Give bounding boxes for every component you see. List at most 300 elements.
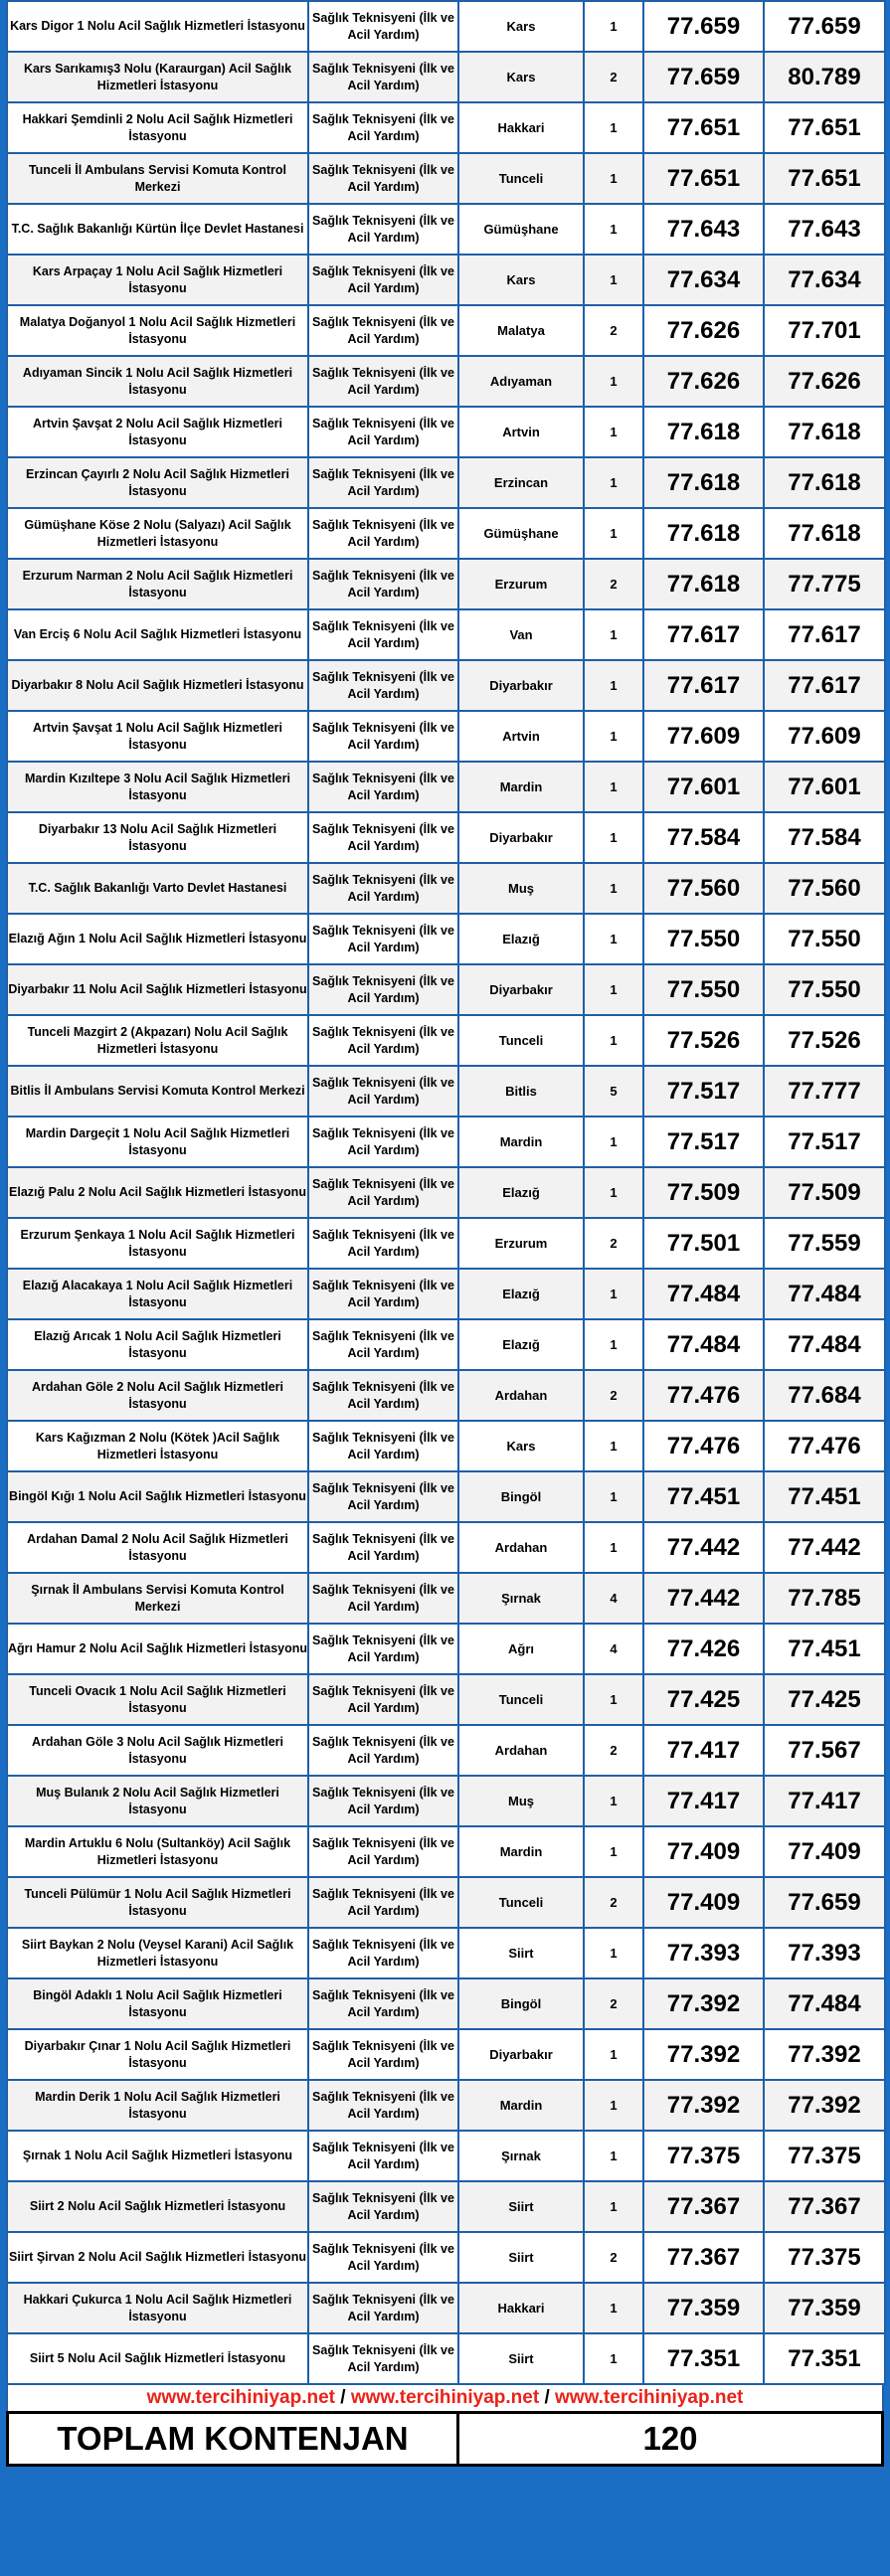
institution-cell: Elazığ Alacakaya 1 Nolu Acil Sağlık Hizmetleri İstasyonu (7, 1269, 308, 1319)
city-cell: Siirt (458, 2181, 584, 2232)
city-cell: Artvin (458, 407, 584, 457)
position-cell: Sağlık Teknisyeni (İlk ve Acil Yardım) (308, 863, 458, 914)
max-score-cell: 77.375 (764, 2232, 885, 2283)
quota-cell: 1 (584, 1826, 643, 1877)
city-cell: Mardin (458, 762, 584, 812)
institution-cell: Tunceli İl Ambulans Servisi Komuta Kontrol Merkezi (7, 153, 308, 204)
table-row (7, 762, 885, 812)
city-cell: Hakkari (458, 102, 584, 153)
institution-cell: Kars Kağızman 2 Nolu (Kötek )Acil Sağlık Hizmetleri İstasyonu (7, 1421, 308, 1471)
quota-cell: 2 (584, 1877, 643, 1928)
position-cell: Sağlık Teknisyeni (İlk ve Acil Yardım) (308, 1116, 458, 1167)
position-cell: Sağlık Teknisyeni (İlk ve Acil Yardım) (308, 1725, 458, 1776)
position-cell: Sağlık Teknisyeni (İlk ve Acil Yardım) (308, 1522, 458, 1573)
table-row (7, 863, 885, 914)
min-score-cell: 77.509 (643, 1167, 764, 1218)
city-cell: Gümüşhane (458, 204, 584, 255)
position-cell: Sağlık Teknisyeni (İlk ve Acil Yardım) (308, 1269, 458, 1319)
city-cell: Kars (458, 1, 584, 52)
max-score-cell: 77.618 (764, 407, 885, 457)
institution-cell: Bitlis İl Ambulans Servisi Komuta Kontrol Merkezi (7, 1066, 308, 1116)
total-quota-label: TOPLAM KONTENJAN (9, 2414, 459, 2464)
table-row (7, 356, 885, 407)
institution-cell: T.C. Sağlık Bakanlığı Kürtün İlçe Devlet Hastanesi (7, 204, 308, 255)
institution-cell: Ağrı Hamur 2 Nolu Acil Sağlık Hizmetleri İstasyonu (7, 1624, 308, 1674)
table-row (7, 2232, 885, 2283)
position-cell: Sağlık Teknisyeni (İlk ve Acil Yardım) (308, 356, 458, 407)
min-score-cell: 77.484 (643, 1269, 764, 1319)
min-score-cell: 77.550 (643, 914, 764, 964)
max-score-cell: 77.550 (764, 914, 885, 964)
city-cell: Erzurum (458, 1218, 584, 1269)
position-cell: Sağlık Teknisyeni (İlk ve Acil Yardım) (308, 204, 458, 255)
quota-cell: 1 (584, 1421, 643, 1471)
city-cell: Elazığ (458, 1167, 584, 1218)
max-score-cell: 77.451 (764, 1624, 885, 1674)
institution-cell: Adıyaman Sincik 1 Nolu Acil Sağlık Hizmetleri İstasyonu (7, 356, 308, 407)
min-score-cell: 77.634 (643, 255, 764, 305)
min-score-cell: 77.617 (643, 609, 764, 660)
position-cell: Sağlık Teknisyeni (İlk ve Acil Yardım) (308, 1, 458, 52)
min-score-cell: 77.393 (643, 1928, 764, 1978)
min-score-cell: 77.367 (643, 2181, 764, 2232)
max-score-cell: 77.517 (764, 1116, 885, 1167)
quota-cell: 1 (584, 1674, 643, 1725)
max-score-cell: 80.789 (764, 52, 885, 102)
city-cell: Tunceli (458, 1877, 584, 1928)
institution-cell: Erzurum Narman 2 Nolu Acil Sağlık Hizmetleri İstasyonu (7, 559, 308, 609)
max-score-cell: 77.617 (764, 609, 885, 660)
city-cell: Bitlis (458, 1066, 584, 1116)
quota-table (6, 0, 886, 2385)
min-score-cell: 77.351 (643, 2333, 764, 2384)
institution-cell: Siirt 2 Nolu Acil Sağlık Hizmetleri İstasyonu (7, 2181, 308, 2232)
max-score-cell: 77.560 (764, 863, 885, 914)
institution-cell: Bingöl Adaklı 1 Nolu Acil Sağlık Hizmetleri İstasyonu (7, 1978, 308, 2029)
institution-cell: Şırnak İl Ambulans Servisi Komuta Kontrol Merkezi (7, 1573, 308, 1624)
position-cell: Sağlık Teknisyeni (İlk ve Acil Yardım) (308, 914, 458, 964)
institution-cell: Bingöl Kığı 1 Nolu Acil Sağlık Hizmetleri İstasyonu (7, 1471, 308, 1522)
table-row (7, 1066, 885, 1116)
quota-cell: 1 (584, 153, 643, 204)
max-score-cell: 77.684 (764, 1370, 885, 1421)
position-cell: Sağlık Teknisyeni (İlk ve Acil Yardım) (308, 1066, 458, 1116)
table-row (7, 711, 885, 762)
city-cell: Gümüşhane (458, 508, 584, 559)
position-cell: Sağlık Teknisyeni (İlk ve Acil Yardım) (308, 1471, 458, 1522)
max-score-cell: 77.559 (764, 1218, 885, 1269)
quota-cell: 1 (584, 204, 643, 255)
table-row (7, 2080, 885, 2131)
city-cell: Ardahan (458, 1522, 584, 1573)
institution-cell: Kars Sarıkamış3 Nolu (Karaurgan) Acil Sağlık Hizmetleri İstasyonu (7, 52, 308, 102)
city-cell: Kars (458, 52, 584, 102)
institution-cell: Tunceli Pülümür 1 Nolu Acil Sağlık Hizmetleri İstasyonu (7, 1877, 308, 1928)
quota-cell: 1 (584, 102, 643, 153)
max-score-cell: 77.626 (764, 356, 885, 407)
city-cell: Hakkari (458, 2283, 584, 2333)
position-cell: Sağlık Teknisyeni (İlk ve Acil Yardım) (308, 1573, 458, 1624)
table-body (7, 1, 885, 2384)
max-score-cell: 77.367 (764, 2181, 885, 2232)
position-cell: Sağlık Teknisyeni (İlk ve Acil Yardım) (308, 812, 458, 863)
max-score-cell: 77.526 (764, 1015, 885, 1066)
institution-cell: Kars Arpaçay 1 Nolu Acil Sağlık Hizmetleri İstasyonu (7, 255, 308, 305)
position-cell: Sağlık Teknisyeni (İlk ve Acil Yardım) (308, 762, 458, 812)
quota-cell: 2 (584, 305, 643, 356)
min-score-cell: 77.392 (643, 2029, 764, 2080)
position-cell: Sağlık Teknisyeni (İlk ve Acil Yardım) (308, 508, 458, 559)
min-score-cell: 77.501 (643, 1218, 764, 1269)
min-score-cell: 77.643 (643, 204, 764, 255)
institution-cell: Malatya Doğanyol 1 Nolu Acil Sağlık Hizmetleri İstasyonu (7, 305, 308, 356)
min-score-cell: 77.601 (643, 762, 764, 812)
website-link[interactable]: www.tercihiniyap.net (350, 2387, 540, 2408)
table-row (7, 1015, 885, 1066)
quota-cell: 1 (584, 255, 643, 305)
table-row (7, 1167, 885, 1218)
max-score-cell: 77.659 (764, 1877, 885, 1928)
position-cell: Sağlık Teknisyeni (İlk ve Acil Yardım) (308, 1421, 458, 1471)
city-cell: Siirt (458, 2232, 584, 2283)
table-row (7, 457, 885, 508)
position-cell: Sağlık Teknisyeni (İlk ve Acil Yardım) (308, 2029, 458, 2080)
position-cell: Sağlık Teknisyeni (İlk ve Acil Yardım) (308, 52, 458, 102)
institution-cell: Diyarbakır 11 Nolu Acil Sağlık Hizmetleri İstasyonu (7, 964, 308, 1015)
institution-cell: Hakkari Çukurca 1 Nolu Acil Sağlık Hizmetleri İstasyonu (7, 2283, 308, 2333)
table-row (7, 1573, 885, 1624)
position-cell: Sağlık Teknisyeni (İlk ve Acil Yardım) (308, 2283, 458, 2333)
max-score-cell: 77.392 (764, 2029, 885, 2080)
quota-cell: 1 (584, 762, 643, 812)
table-row (7, 1522, 885, 1573)
max-score-cell: 77.618 (764, 457, 885, 508)
min-score-cell: 77.618 (643, 508, 764, 559)
min-score-cell: 77.609 (643, 711, 764, 762)
position-cell: Sağlık Teknisyeni (İlk ve Acil Yardım) (308, 102, 458, 153)
position-cell: Sağlık Teknisyeni (İlk ve Acil Yardım) (308, 2181, 458, 2232)
quota-cell: 1 (584, 1522, 643, 1573)
position-cell: Sağlık Teknisyeni (İlk ve Acil Yardım) (308, 559, 458, 609)
min-score-cell: 77.659 (643, 52, 764, 102)
max-score-cell: 77.634 (764, 255, 885, 305)
table-row (7, 1928, 885, 1978)
table-row (7, 914, 885, 964)
city-cell: Diyarbakır (458, 660, 584, 711)
max-score-cell: 77.618 (764, 508, 885, 559)
institution-cell: Elazığ Palu 2 Nolu Acil Sağlık Hizmetleri İstasyonu (7, 1167, 308, 1218)
table-row (7, 153, 885, 204)
max-score-cell: 77.550 (764, 964, 885, 1015)
min-score-cell: 77.442 (643, 1522, 764, 1573)
max-score-cell: 77.484 (764, 1319, 885, 1370)
city-cell: Bingöl (458, 1978, 584, 2029)
position-cell: Sağlık Teknisyeni (İlk ve Acil Yardım) (308, 1319, 458, 1370)
quota-cell: 1 (584, 2029, 643, 2080)
min-score-cell: 77.526 (643, 1015, 764, 1066)
institution-cell: Ardahan Damal 2 Nolu Acil Sağlık Hizmetleri İstasyonu (7, 1522, 308, 1573)
city-cell: Van (458, 609, 584, 660)
min-score-cell: 77.375 (643, 2131, 764, 2181)
position-cell: Sağlık Teknisyeni (İlk ve Acil Yardım) (308, 1978, 458, 2029)
institution-cell: Erzurum Şenkaya 1 Nolu Acil Sağlık Hizmetleri İstasyonu (7, 1218, 308, 1269)
table-row (7, 407, 885, 457)
institution-cell: Mardin Derik 1 Nolu Acil Sağlık Hizmetleri İstasyonu (7, 2080, 308, 2131)
table-row (7, 1218, 885, 1269)
city-cell: Erzurum (458, 559, 584, 609)
city-cell: Muş (458, 863, 584, 914)
institution-cell: Muş Bulanık 2 Nolu Acil Sağlık Hizmetleri İstasyonu (7, 1776, 308, 1826)
position-cell: Sağlık Teknisyeni (İlk ve Acil Yardım) (308, 2080, 458, 2131)
min-score-cell: 77.476 (643, 1370, 764, 1421)
quota-cell: 1 (584, 609, 643, 660)
city-cell: Muş (458, 1776, 584, 1826)
quota-cell: 1 (584, 914, 643, 964)
max-score-cell: 77.417 (764, 1776, 885, 1826)
quota-cell: 1 (584, 356, 643, 407)
quota-cell: 1 (584, 2181, 643, 2232)
institution-cell: Siirt Şirvan 2 Nolu Acil Sağlık Hizmetleri İstasyonu (7, 2232, 308, 2283)
table-row (7, 2283, 885, 2333)
position-cell: Sağlık Teknisyeni (İlk ve Acil Yardım) (308, 305, 458, 356)
quota-cell: 1 (584, 407, 643, 457)
city-cell: Ardahan (458, 1370, 584, 1421)
table-row (7, 1877, 885, 1928)
table-row (7, 1978, 885, 2029)
quota-cell: 1 (584, 863, 643, 914)
max-score-cell: 77.393 (764, 1928, 885, 1978)
min-score-cell: 77.517 (643, 1066, 764, 1116)
table-row (7, 1674, 885, 1725)
min-score-cell: 77.651 (643, 153, 764, 204)
website-links (6, 2385, 884, 2411)
min-score-cell: 77.417 (643, 1776, 764, 1826)
quota-cell: 1 (584, 660, 643, 711)
quota-cell: 1 (584, 457, 643, 508)
position-cell: Sağlık Teknisyeni (İlk ve Acil Yardım) (308, 1624, 458, 1674)
institution-cell: Tunceli Ovacık 1 Nolu Acil Sağlık Hizmetleri İstasyonu (7, 1674, 308, 1725)
institution-cell: Van Erciş 6 Nolu Acil Sağlık Hizmetleri İstasyonu (7, 609, 308, 660)
institution-cell: Şırnak 1 Nolu Acil Sağlık Hizmetleri İstasyonu (7, 2131, 308, 2181)
city-cell: Tunceli (458, 153, 584, 204)
total-quota-value: 120 (642, 2420, 698, 2457)
institution-cell: Siirt 5 Nolu Acil Sağlık Hizmetleri İstasyonu (7, 2333, 308, 2384)
quota-cell: 1 (584, 1269, 643, 1319)
institution-cell: Elazığ Arıcak 1 Nolu Acil Sağlık Hizmetleri İstasyonu (7, 1319, 308, 1370)
position-cell: Sağlık Teknisyeni (İlk ve Acil Yardım) (308, 1877, 458, 1928)
max-score-cell: 77.584 (764, 812, 885, 863)
city-cell: Elazığ (458, 1269, 584, 1319)
min-score-cell: 77.426 (643, 1624, 764, 1674)
quota-cell: 1 (584, 508, 643, 559)
quota-cell: 1 (584, 1116, 643, 1167)
city-cell: Elazığ (458, 1319, 584, 1370)
city-cell: Kars (458, 255, 584, 305)
table-row (7, 1421, 885, 1471)
position-cell: Sağlık Teknisyeni (İlk ve Acil Yardım) (308, 153, 458, 204)
max-score-cell: 77.617 (764, 660, 885, 711)
min-score-cell: 77.451 (643, 1471, 764, 1522)
city-cell: Diyarbakır (458, 2029, 584, 2080)
max-score-cell: 77.777 (764, 1066, 885, 1116)
position-cell: Sağlık Teknisyeni (İlk ve Acil Yardım) (308, 2333, 458, 2384)
min-score-cell: 77.476 (643, 1421, 764, 1471)
table-row (7, 609, 885, 660)
min-score-cell: 77.409 (643, 1877, 764, 1928)
city-cell: Ardahan (458, 1725, 584, 1776)
table-row (7, 1471, 885, 1522)
max-score-cell: 77.509 (764, 1167, 885, 1218)
table-row (7, 2131, 885, 2181)
institution-cell: Ardahan Göle 2 Nolu Acil Sağlık Hizmetleri İstasyonu (7, 1370, 308, 1421)
city-cell: Siirt (458, 2333, 584, 2384)
position-cell: Sağlık Teknisyeni (İlk ve Acil Yardım) (308, 660, 458, 711)
website-link[interactable]: www.tercihiniyap.net (555, 2387, 744, 2408)
min-score-cell: 77.659 (643, 1, 764, 52)
quota-cell: 1 (584, 2131, 643, 2181)
max-score-cell: 77.375 (764, 2131, 885, 2181)
table-row (7, 1269, 885, 1319)
position-cell: Sağlık Teknisyeni (İlk ve Acil Yardım) (308, 255, 458, 305)
max-score-cell: 77.392 (764, 2080, 885, 2131)
table-row (7, 1116, 885, 1167)
table-row (7, 660, 885, 711)
institution-cell: Hakkari Şemdinli 2 Nolu Acil Sağlık Hizmetleri İstasyonu (7, 102, 308, 153)
total-quota-row (6, 2411, 884, 2467)
max-score-cell: 77.567 (764, 1725, 885, 1776)
max-score-cell: 77.785 (764, 1573, 885, 1624)
min-score-cell: 77.651 (643, 102, 764, 153)
table-row (7, 2029, 885, 2080)
quota-cell: 1 (584, 1, 643, 52)
quota-cell: 2 (584, 1218, 643, 1269)
min-score-cell: 77.618 (643, 407, 764, 457)
position-cell: Sağlık Teknisyeni (İlk ve Acil Yardım) (308, 964, 458, 1015)
table-row (7, 1370, 885, 1421)
max-score-cell: 77.775 (764, 559, 885, 609)
min-score-cell: 77.442 (643, 1573, 764, 1624)
min-score-cell: 77.417 (643, 1725, 764, 1776)
quota-cell: 1 (584, 2080, 643, 2131)
min-score-cell: 77.550 (643, 964, 764, 1015)
city-cell: Mardin (458, 1116, 584, 1167)
table-row (7, 1826, 885, 1877)
position-cell: Sağlık Teknisyeni (İlk ve Acil Yardım) (308, 1218, 458, 1269)
position-cell: Sağlık Teknisyeni (İlk ve Acil Yardım) (308, 1826, 458, 1877)
table-row (7, 812, 885, 863)
position-cell: Sağlık Teknisyeni (İlk ve Acil Yardım) (308, 1674, 458, 1725)
position-cell: Sağlık Teknisyeni (İlk ve Acil Yardım) (308, 711, 458, 762)
link-separator: / (340, 2387, 346, 2408)
max-score-cell: 77.351 (764, 2333, 885, 2384)
city-cell: Artvin (458, 711, 584, 762)
max-score-cell: 77.659 (764, 1, 885, 52)
min-score-cell: 77.626 (643, 356, 764, 407)
city-cell: Mardin (458, 1826, 584, 1877)
table-row (7, 1319, 885, 1370)
city-cell: Diyarbakır (458, 964, 584, 1015)
institution-cell: Mardin Artuklu 6 Nolu (Sultanköy) Acil Sağlık Hizmetleri İstasyonu (7, 1826, 308, 1877)
institution-cell: Artvin Şavşat 1 Nolu Acil Sağlık Hizmetleri İstasyonu (7, 711, 308, 762)
max-score-cell: 77.476 (764, 1421, 885, 1471)
quota-cell: 2 (584, 2232, 643, 2283)
quota-cell: 2 (584, 559, 643, 609)
city-cell: Tunceli (458, 1674, 584, 1725)
institution-cell: Mardin Kızıltepe 3 Nolu Acil Sağlık Hizmetleri İstasyonu (7, 762, 308, 812)
table-row (7, 1776, 885, 1826)
institution-cell: T.C. Sağlık Bakanlığı Varto Devlet Hastanesi (7, 863, 308, 914)
min-score-cell: 77.618 (643, 559, 764, 609)
max-score-cell: 77.425 (764, 1674, 885, 1725)
quota-cell: 4 (584, 1573, 643, 1624)
quota-cell: 1 (584, 711, 643, 762)
max-score-cell: 77.601 (764, 762, 885, 812)
website-link[interactable]: www.tercihiniyap.net (146, 2387, 335, 2408)
table-row (7, 1725, 885, 1776)
quota-cell: 1 (584, 1776, 643, 1826)
max-score-cell: 77.409 (764, 1826, 885, 1877)
quota-cell: 2 (584, 1978, 643, 2029)
quota-cell: 4 (584, 1624, 643, 1674)
min-score-cell: 77.425 (643, 1674, 764, 1725)
city-cell: Bingöl (458, 1471, 584, 1522)
institution-cell: Mardin Dargeçit 1 Nolu Acil Sağlık Hizmetleri İstasyonu (7, 1116, 308, 1167)
max-score-cell: 77.701 (764, 305, 885, 356)
table-row (7, 1, 885, 52)
min-score-cell: 77.392 (643, 2080, 764, 2131)
table-row (7, 52, 885, 102)
position-cell: Sağlık Teknisyeni (İlk ve Acil Yardım) (308, 1928, 458, 1978)
quota-cell: 2 (584, 1725, 643, 1776)
max-score-cell: 77.451 (764, 1471, 885, 1522)
table-row (7, 102, 885, 153)
institution-cell: Siirt Baykan 2 Nolu (Veysel Karani) Acil Sağlık Hizmetleri İstasyonu (7, 1928, 308, 1978)
min-score-cell: 77.560 (643, 863, 764, 914)
quota-cell: 1 (584, 2333, 643, 2384)
position-cell: Sağlık Teknisyeni (İlk ve Acil Yardım) (308, 2131, 458, 2181)
city-cell: Elazığ (458, 914, 584, 964)
table-row (7, 559, 885, 609)
min-score-cell: 77.484 (643, 1319, 764, 1370)
city-cell: Erzincan (458, 457, 584, 508)
min-score-cell: 77.367 (643, 2232, 764, 2283)
institution-cell: Kars Digor 1 Nolu Acil Sağlık Hizmetleri İstasyonu (7, 1, 308, 52)
position-cell: Sağlık Teknisyeni (İlk ve Acil Yardım) (308, 1776, 458, 1826)
city-cell: Adıyaman (458, 356, 584, 407)
table-row (7, 2333, 885, 2384)
link-separator: / (544, 2387, 550, 2408)
table-row (7, 255, 885, 305)
quota-table-container (6, 0, 884, 2467)
position-cell: Sağlık Teknisyeni (İlk ve Acil Yardım) (308, 407, 458, 457)
min-score-cell: 77.618 (643, 457, 764, 508)
min-score-cell: 77.392 (643, 1978, 764, 2029)
institution-cell: Artvin Şavşat 2 Nolu Acil Sağlık Hizmetleri İstasyonu (7, 407, 308, 457)
table-row (7, 508, 885, 559)
institution-cell: Erzincan Çayırlı 2 Nolu Acil Sağlık Hizmetleri İstasyonu (7, 457, 308, 508)
institution-cell: Diyarbakır 13 Nolu Acil Sağlık Hizmetleri İstasyonu (7, 812, 308, 863)
institution-cell: Tunceli Mazgirt 2 (Akpazarı) Nolu Acil Sağlık Hizmetleri İstasyonu (7, 1015, 308, 1066)
city-cell: Malatya (458, 305, 584, 356)
max-score-cell: 77.651 (764, 153, 885, 204)
city-cell: Şırnak (458, 1573, 584, 1624)
city-cell: Siirt (458, 1928, 584, 1978)
position-cell: Sağlık Teknisyeni (İlk ve Acil Yardım) (308, 1015, 458, 1066)
max-score-cell: 77.359 (764, 2283, 885, 2333)
institution-cell: Elazığ Ağın 1 Nolu Acil Sağlık Hizmetleri İstasyonu (7, 914, 308, 964)
table-row (7, 2181, 885, 2232)
table-row (7, 204, 885, 255)
